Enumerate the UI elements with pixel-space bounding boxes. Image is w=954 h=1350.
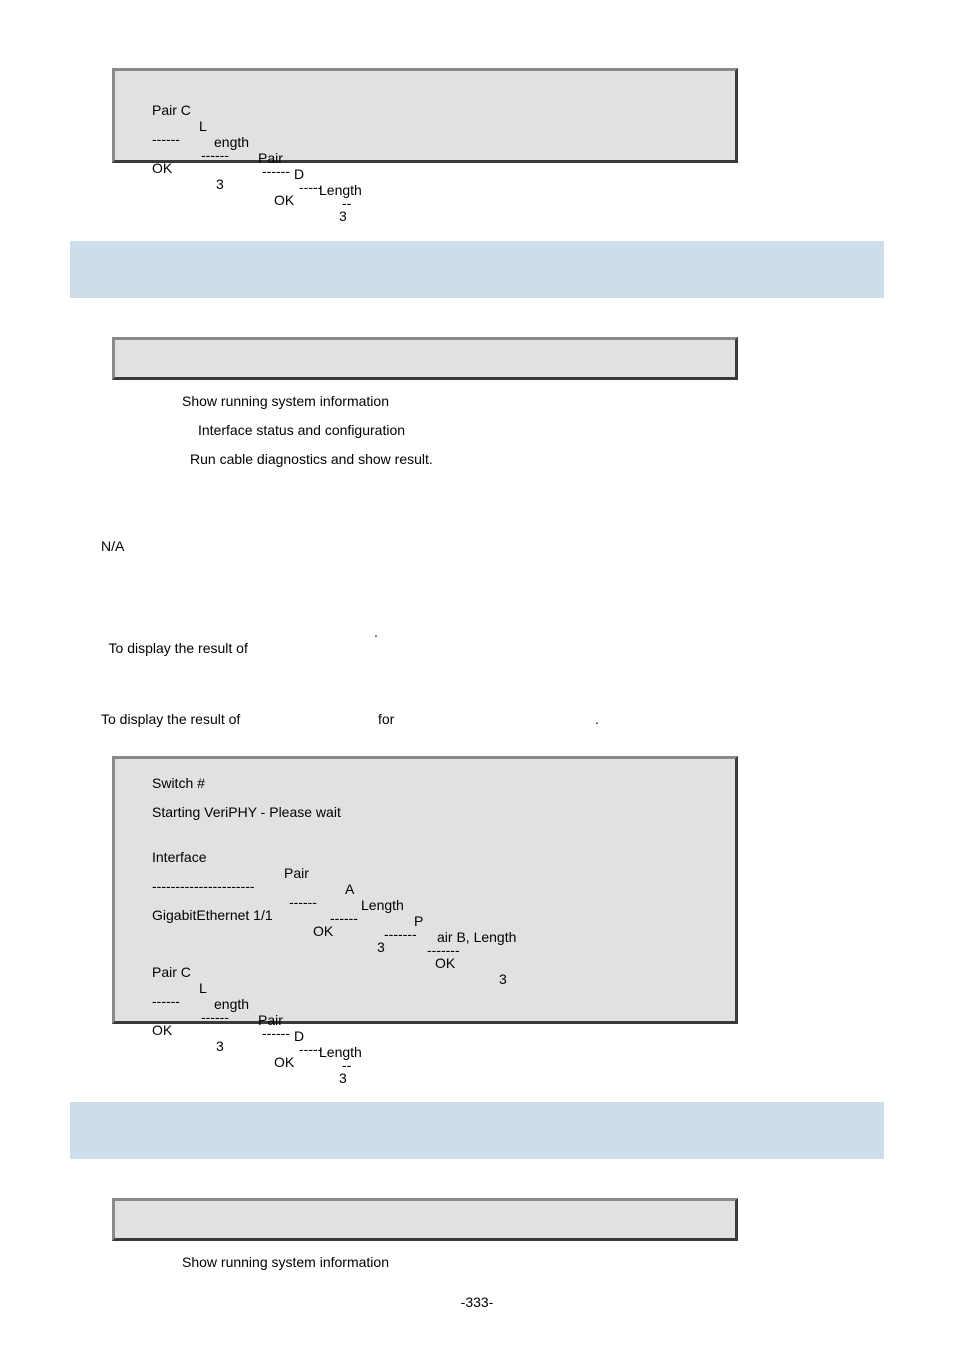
col-p: P [414, 913, 424, 929]
col-pair: Pair [284, 865, 309, 881]
dash-4: ----- [299, 179, 323, 195]
value-3: OK [274, 192, 295, 208]
syntax-box-2 [112, 1198, 738, 1241]
code-prompt: Switch # [152, 775, 205, 791]
dash-1: ---------------------- [152, 878, 255, 894]
syntax-box-1 [112, 337, 738, 380]
dash-5: -- [342, 1057, 352, 1073]
code-example-box-1 [112, 68, 738, 224]
col-l: L [199, 118, 207, 134]
section-heading-band-1 [70, 241, 884, 298]
default-value: N/A [101, 538, 125, 554]
col-ength: ength [214, 134, 250, 150]
col-length: Length [319, 182, 362, 198]
dash-4: ----- [299, 1041, 323, 1057]
param-interface: Interface status and configuration [198, 422, 406, 438]
col-ength: ength [214, 996, 250, 1012]
col-a: A [345, 881, 355, 897]
col-d: D [294, 1028, 305, 1044]
cell-length-b: 3 [499, 971, 507, 987]
value-4: 3 [339, 1070, 347, 1086]
code-example-box-2 [112, 756, 738, 1086]
cell-interface: GigabitEthernet 1/1 [152, 907, 273, 923]
col-pair-c: Pair C [152, 964, 191, 980]
col-length: Length [361, 897, 404, 913]
col-interface: Interface [152, 849, 207, 865]
cell-pair-a: OK [313, 923, 334, 939]
value-1: OK [152, 160, 173, 176]
dash-3: ------ [330, 910, 358, 926]
dash-2: ------ [289, 894, 317, 910]
usage-1-prefix: To display the result of [108, 640, 248, 656]
dash-3: ------ [262, 1025, 290, 1041]
col-length: Length [319, 1044, 362, 1060]
usage-text-1 [101, 624, 248, 656]
col-l: L [199, 980, 207, 996]
usage-2-mid: for [378, 711, 395, 727]
usage-text-2: To display the result of [101, 711, 241, 727]
value-3: OK [274, 1054, 295, 1070]
cell-length-a: 3 [377, 939, 385, 955]
value-2: 3 [216, 1038, 224, 1054]
code-starting: Starting VeriPHY - Please wait [152, 804, 341, 820]
col-pair-c: Pair C [152, 102, 191, 118]
param-show: Show running system information [182, 393, 389, 409]
dash-4: ------- [384, 926, 417, 942]
value-2: 3 [216, 176, 224, 192]
section-heading-band-2 [70, 1102, 884, 1159]
col-d: D [294, 166, 305, 182]
col-pair-b: air B, Length [437, 929, 517, 945]
param-veriphy: Run cable diagnostics and show result. [190, 451, 433, 467]
dash-3: ------ [262, 163, 290, 179]
dash-2: ------ [201, 147, 229, 163]
col-pair: Pair [258, 1012, 283, 1028]
dash-2: ------ [201, 1009, 229, 1025]
dash-1: ------ [152, 131, 180, 147]
value-4: 3 [339, 208, 347, 224]
dash-5: ------- [427, 942, 460, 958]
col-pair: Pair [258, 150, 283, 166]
dash-1: ------ [152, 993, 180, 1009]
value-1: OK [152, 1022, 173, 1038]
cell-pair-b: OK [435, 955, 456, 971]
param-show-2: Show running system information [182, 1254, 389, 1270]
dash-5: -- [342, 195, 352, 211]
page-number: -333- [460, 1294, 494, 1310]
usage-1-suffix: . [374, 624, 378, 640]
usage-2-suffix: . [595, 711, 599, 727]
